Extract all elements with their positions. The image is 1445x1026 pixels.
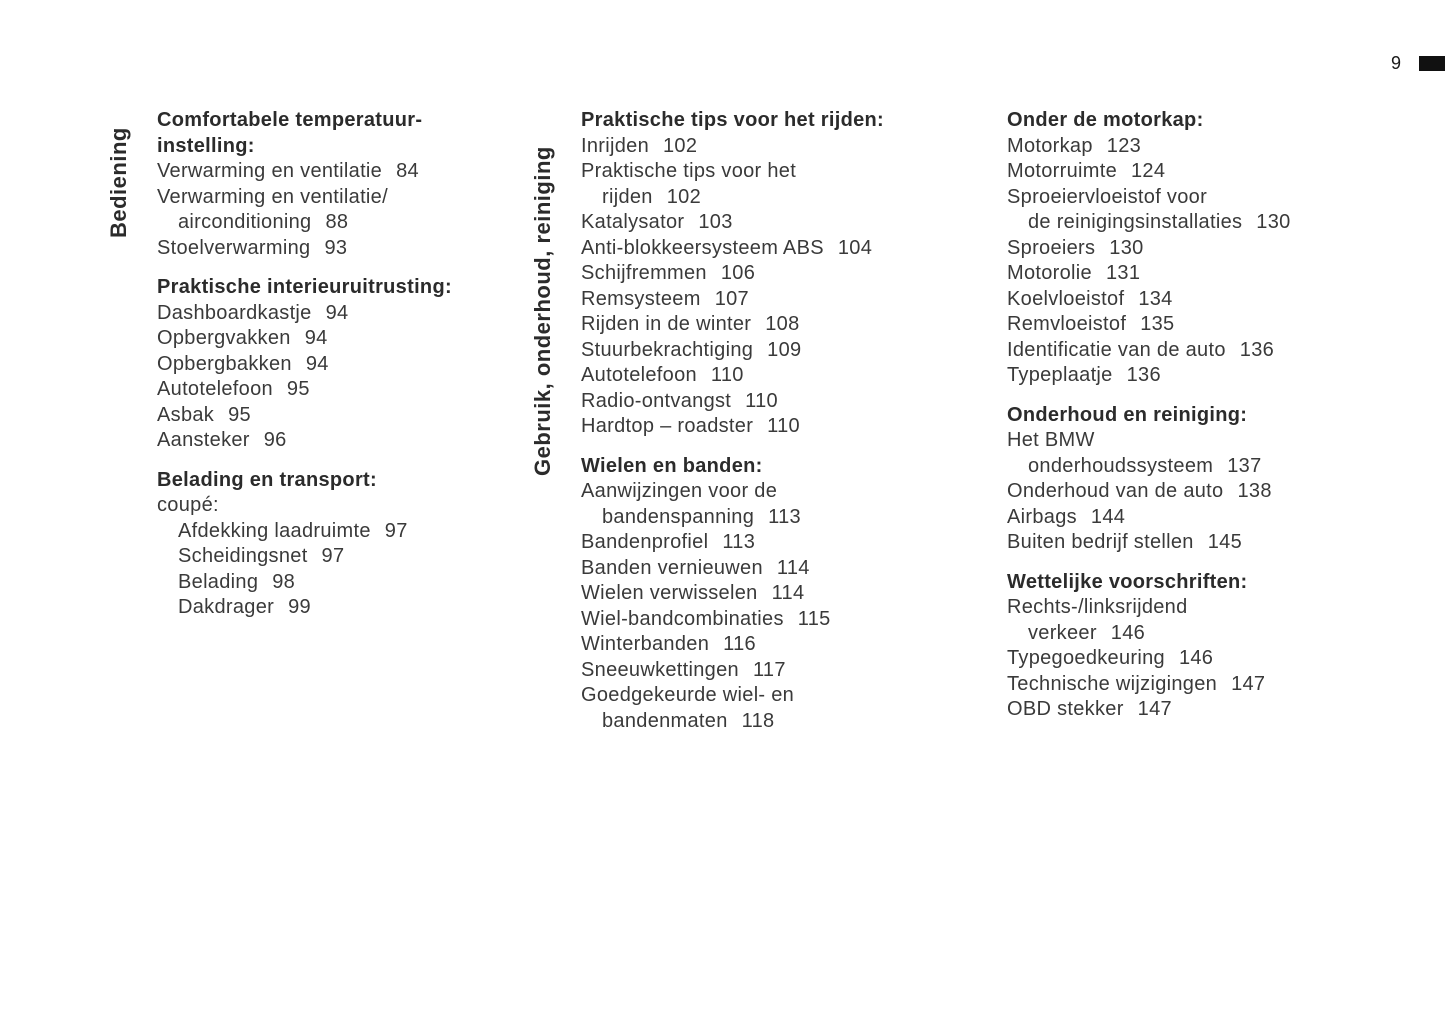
entry-text: coupé: bbox=[157, 494, 219, 516]
section-onderhoud bbox=[1007, 403, 1427, 556]
index-entry[interactable] bbox=[581, 479, 1001, 505]
index-entry-cont[interactable] bbox=[157, 210, 577, 236]
entry-text: Hardtop – roadster bbox=[581, 415, 754, 437]
index-entry[interactable] bbox=[157, 301, 577, 327]
entry-page: 88 bbox=[325, 211, 349, 233]
column-2 bbox=[581, 108, 1001, 748]
entry-text: Belading bbox=[178, 570, 259, 593]
index-entry[interactable] bbox=[581, 338, 1001, 364]
entry-page: 135 bbox=[1140, 313, 1175, 335]
entry-text: Stoelverwarming bbox=[157, 236, 311, 259]
entry-page: 97 bbox=[321, 545, 345, 567]
entry-text: Remsysteem bbox=[581, 287, 701, 310]
entry-text: Praktische tips voor het bbox=[581, 160, 797, 182]
index-entry[interactable] bbox=[581, 159, 1001, 185]
index-entry[interactable] bbox=[1007, 159, 1427, 185]
section-heading: Belading en transport: bbox=[157, 468, 377, 491]
index-entry[interactable] bbox=[581, 134, 1001, 160]
entry-page: 113 bbox=[768, 505, 801, 528]
entry-page: 146 bbox=[1110, 621, 1146, 644]
index-subentry[interactable] bbox=[157, 544, 577, 570]
section-heading: Onderhoud en reiniging: bbox=[1007, 403, 1248, 426]
index-subentry[interactable] bbox=[157, 595, 577, 621]
entry-page: 123 bbox=[1106, 134, 1142, 157]
entry-text: Verwarming en ventilatie bbox=[157, 160, 383, 182]
entry-text: Airbags bbox=[1007, 505, 1077, 528]
entry-page: 93 bbox=[324, 236, 348, 259]
entry-page: 110 bbox=[745, 389, 778, 412]
entry-page: 115 bbox=[797, 607, 831, 630]
entry-text: de reinigingsinstallaties bbox=[1028, 211, 1243, 233]
index-entry[interactable] bbox=[157, 428, 577, 454]
index-entry[interactable] bbox=[581, 530, 1001, 556]
index-entry[interactable] bbox=[581, 287, 1001, 313]
entry-page: 134 bbox=[1138, 287, 1173, 310]
entry-page: 106 bbox=[720, 262, 756, 284]
index-entry[interactable] bbox=[1007, 505, 1427, 531]
entry-text: Aansteker bbox=[157, 429, 250, 451]
section-heading: Onder de motorkap: bbox=[1007, 109, 1204, 131]
entry-text: Opbergvakken bbox=[157, 327, 291, 349]
entry-text: rijden bbox=[602, 185, 653, 208]
index-entry bbox=[157, 493, 577, 519]
entry-page: 113 bbox=[722, 531, 756, 553]
section-heading: Wettelijke voorschriften: bbox=[1007, 570, 1248, 593]
column-3 bbox=[1007, 108, 1427, 737]
index-subentry[interactable] bbox=[157, 570, 577, 596]
entry-page: 94 bbox=[305, 352, 329, 375]
section-interieur bbox=[157, 275, 577, 454]
index-entry-cont[interactable] bbox=[1007, 210, 1427, 236]
entry-text: Motorkap bbox=[1007, 134, 1093, 157]
section-comfort bbox=[157, 108, 577, 261]
entry-text: Verwarming en ventilatie/ bbox=[157, 185, 388, 208]
entry-text: Autotelefoon bbox=[581, 364, 697, 386]
index-entry[interactable] bbox=[581, 658, 1001, 684]
entry-text: bandenspanning bbox=[602, 505, 755, 528]
index-entry[interactable] bbox=[1007, 595, 1427, 621]
section-heading: Praktische tips voor het rijden: bbox=[581, 109, 885, 131]
entry-text: Scheidingsnet bbox=[178, 545, 308, 567]
index-entry[interactable] bbox=[581, 556, 1001, 582]
index-entry[interactable] bbox=[581, 312, 1001, 338]
entry-page: 95 bbox=[286, 378, 310, 400]
entry-text: Katalysator bbox=[581, 211, 685, 233]
entry-text: Aanwijzingen voor de bbox=[581, 480, 778, 502]
index-entry[interactable] bbox=[581, 363, 1001, 389]
index-entry[interactable] bbox=[581, 683, 1001, 709]
index-subentry[interactable] bbox=[157, 519, 577, 545]
entry-text: Motorolie bbox=[1007, 262, 1092, 284]
index-entry[interactable] bbox=[581, 236, 1001, 262]
entry-page: 138 bbox=[1237, 480, 1272, 502]
entry-page: 109 bbox=[767, 338, 802, 361]
index-entry[interactable] bbox=[1007, 338, 1427, 364]
index-entry[interactable] bbox=[157, 185, 577, 211]
section-motorkap bbox=[1007, 108, 1427, 389]
entry-text: Wiel-bandcombinaties bbox=[581, 607, 784, 630]
entry-text: Goedgekeurde wiel- en bbox=[581, 684, 795, 706]
entry-page: 98 bbox=[272, 570, 296, 593]
index-entry[interactable] bbox=[581, 581, 1001, 607]
entry-text: Schijfremmen bbox=[581, 262, 707, 284]
entry-page: 114 bbox=[776, 556, 810, 579]
section-heading: Praktische interieuruitrusting: bbox=[157, 276, 452, 298]
entry-text: Inrijden bbox=[581, 134, 649, 157]
section-rijden bbox=[581, 108, 1001, 440]
index-entry[interactable] bbox=[1007, 236, 1427, 262]
entry-text: Banden vernieuwen bbox=[581, 556, 763, 579]
entry-text: Winterbanden bbox=[581, 633, 710, 655]
side-tab-bediening: Bediening bbox=[106, 127, 131, 238]
section-wielen bbox=[581, 454, 1001, 735]
entry-text: Dakdrager bbox=[178, 596, 275, 618]
entry-page: 103 bbox=[698, 211, 733, 233]
entry-text: Dashboardkastje bbox=[157, 301, 312, 324]
entry-text: bandenmaten bbox=[602, 709, 728, 732]
entry-text: Bandenprofiel bbox=[581, 531, 709, 553]
section-wettelijk bbox=[1007, 570, 1427, 723]
page-number: 9 bbox=[1391, 53, 1402, 73]
entry-page: 146 bbox=[1178, 647, 1214, 669]
entry-text: Typegoedkeuring bbox=[1007, 647, 1165, 669]
entry-text: Radio-ontvangst bbox=[581, 389, 732, 412]
index-entry[interactable] bbox=[1007, 697, 1427, 723]
index-entry-cont[interactable] bbox=[581, 709, 1001, 735]
entry-text: Afdekking laadruimte bbox=[178, 519, 371, 542]
index-entry[interactable] bbox=[1007, 185, 1427, 211]
entry-page: 97 bbox=[384, 519, 408, 542]
index-entry-cont[interactable] bbox=[581, 505, 1001, 531]
entry-page: 116 bbox=[723, 633, 756, 655]
entry-page: 144 bbox=[1090, 505, 1126, 528]
entry-text: Autotelefoon bbox=[157, 378, 273, 400]
entry-text: Anti-blokkeersysteem ABS bbox=[581, 236, 824, 259]
index-entry[interactable] bbox=[157, 236, 577, 262]
index-entry[interactable] bbox=[1007, 479, 1427, 505]
entry-text: Sproeiers bbox=[1007, 236, 1096, 259]
entry-page: 130 bbox=[1109, 236, 1144, 259]
index-entry[interactable] bbox=[581, 389, 1001, 415]
entry-page: 124 bbox=[1131, 160, 1166, 182]
page-marker-block bbox=[1419, 56, 1445, 71]
entry-text: Motorruimte bbox=[1007, 160, 1117, 182]
section-belading bbox=[157, 468, 577, 621]
entry-page: 114 bbox=[771, 582, 805, 604]
entry-page: 108 bbox=[765, 313, 800, 335]
entry-page: 94 bbox=[325, 301, 349, 324]
index-entry[interactable] bbox=[581, 261, 1001, 287]
section-heading: Comfortabele temperatuur- bbox=[157, 109, 423, 131]
index-entry[interactable] bbox=[581, 414, 1001, 440]
entry-text: Sneeuwkettingen bbox=[581, 658, 739, 681]
index-entry-cont[interactable] bbox=[581, 185, 1001, 211]
index-entry[interactable] bbox=[1007, 672, 1427, 698]
entry-text: Het BMW bbox=[1007, 429, 1095, 451]
entry-page: 95 bbox=[228, 403, 251, 426]
entry-page: 137 bbox=[1227, 454, 1262, 477]
entry-page: 99 bbox=[288, 596, 311, 618]
entry-page: 94 bbox=[304, 327, 328, 349]
entry-text: Stuurbekrachtiging bbox=[581, 338, 754, 361]
entry-page: 147 bbox=[1231, 672, 1266, 695]
entry-page: 84 bbox=[396, 160, 419, 182]
entry-text: onderhoudssysteem bbox=[1028, 454, 1214, 477]
index-entry-cont[interactable] bbox=[1007, 621, 1427, 647]
section-heading: Wielen en banden: bbox=[581, 454, 763, 477]
index-entry[interactable] bbox=[157, 403, 577, 429]
entry-text: Koelvloeistof bbox=[1007, 287, 1125, 310]
entry-text: airconditioning bbox=[178, 211, 312, 233]
index-entry[interactable] bbox=[1007, 363, 1427, 389]
entry-text: OBD stekker bbox=[1007, 698, 1124, 720]
entry-page: 136 bbox=[1239, 338, 1275, 361]
entry-text: Rijden in de winter bbox=[581, 313, 752, 335]
index-entry[interactable] bbox=[1007, 530, 1427, 556]
index-entry[interactable] bbox=[1007, 428, 1427, 454]
entry-page: 107 bbox=[714, 287, 749, 310]
entry-text: Sproeiervloeistof voor bbox=[1007, 185, 1208, 208]
entry-text: Asbak bbox=[157, 403, 215, 426]
index-entry[interactable] bbox=[1007, 287, 1427, 313]
index-entry[interactable] bbox=[157, 326, 577, 352]
entry-page: 145 bbox=[1207, 531, 1242, 553]
index-entry-cont[interactable] bbox=[1007, 454, 1427, 480]
entry-page: 118 bbox=[741, 709, 775, 732]
entry-text: Onderhoud van de auto bbox=[1007, 480, 1224, 502]
index-entry[interactable] bbox=[1007, 134, 1427, 160]
entry-text: Buiten bedrijf stellen bbox=[1007, 531, 1194, 553]
index-entry[interactable] bbox=[157, 159, 577, 185]
entry-page: 96 bbox=[263, 429, 287, 451]
entry-page: 130 bbox=[1256, 211, 1291, 233]
index-entry[interactable] bbox=[157, 377, 577, 403]
side-tab-gebruik: Gebruik, onderhoud, reiniging bbox=[530, 146, 555, 476]
entry-text: Technische wijzigingen bbox=[1007, 672, 1218, 695]
index-entry[interactable] bbox=[1007, 312, 1427, 338]
entry-page: 131 bbox=[1105, 262, 1141, 284]
entry-page: 117 bbox=[752, 658, 786, 681]
entry-page: 110 bbox=[710, 364, 744, 386]
entry-page: 104 bbox=[837, 236, 873, 259]
index-entry[interactable] bbox=[1007, 261, 1427, 287]
entry-page: 147 bbox=[1137, 698, 1172, 720]
entry-page: 102 bbox=[666, 185, 701, 208]
index-entry[interactable] bbox=[581, 607, 1001, 633]
entry-text: Rechts-/linksrijdend bbox=[1007, 596, 1188, 618]
entry-text: Typeplaatje bbox=[1007, 364, 1113, 386]
section-heading-cont: instelling: bbox=[157, 134, 255, 157]
entry-text: Identificatie van de auto bbox=[1007, 338, 1226, 361]
entry-page: 136 bbox=[1126, 364, 1161, 386]
entry-text: Remvloeistof bbox=[1007, 313, 1127, 335]
index-entry[interactable] bbox=[1007, 646, 1427, 672]
entry-text: Wielen verwisselen bbox=[581, 582, 758, 604]
entry-text: verkeer bbox=[1028, 621, 1097, 644]
index-entry[interactable] bbox=[581, 632, 1001, 658]
column-1 bbox=[157, 108, 577, 635]
entry-page: 110 bbox=[767, 415, 800, 437]
entry-page: 102 bbox=[663, 134, 698, 157]
index-entry[interactable] bbox=[157, 352, 577, 378]
index-entry[interactable] bbox=[581, 210, 1001, 236]
entry-text: Opbergbakken bbox=[157, 352, 292, 375]
